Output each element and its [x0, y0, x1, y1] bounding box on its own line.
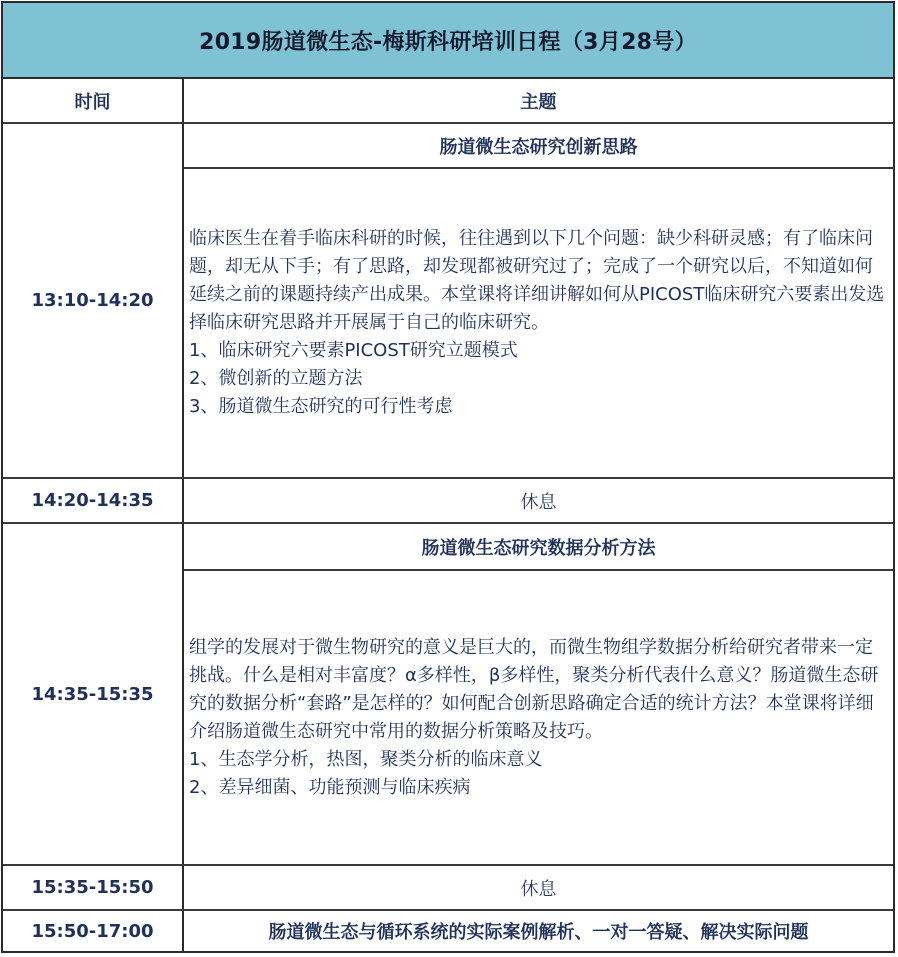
header-topic	[184, 79, 893, 122]
session-title: 肠道微生态研究创新思路	[184, 124, 893, 169]
point-item: 1、生态学分析，热图，聚类分析的临床意义	[189, 748, 543, 770]
session-time: 13:10-14:20	[3, 124, 184, 477]
break-label: 休息	[520, 878, 557, 900]
header-time-label: 时间	[74, 91, 111, 113]
session-description	[184, 571, 893, 864]
session-time: 14:20-14:35	[3, 479, 184, 522]
description-text: 临床医生在着手临床科研的时候，往往遇到以下几个问题：缺少科研灵感；有了临床问题，却无从下手；有了思路，却发现都被研究过了；完成了一个研究以后，不知道如何延续之前的课题持续产出成果。本堂课将详细讲解如何从PICOST临床研究六要素出发选择临床研究思路并开展属于自己的临床研究。	[189, 228, 885, 333]
header-time	[3, 79, 184, 122]
session-row-5	[3, 911, 893, 951]
schedule-table	[1, 1, 895, 953]
session-time: 14:35-15:35	[3, 524, 184, 864]
header-topic-label: 主题	[520, 91, 557, 113]
point-item: 1、临床研究六要素PICOST研究立题模式	[189, 340, 518, 361]
point-item: 3、肠道微生态研究的可行性考虑	[189, 396, 453, 417]
point-item: 2、微创新的立题方法	[189, 368, 363, 389]
session-title: 肠道微生态研究数据分析方法	[184, 524, 893, 571]
session-row-2	[3, 479, 893, 524]
description-text: 组学的发展对于微生物研究的意义是巨大的，而微生物组学数据分析给研究者带来一定挑战。什么是相对丰富度？α多样性，β多样性，聚类分析代表什么意义？肠道微生态研究的数据分析“套路”是怎样的？如何配合创新思路确定合适的统计方法？本堂课将详细介绍肠道微生态研究中常用的数据分析策略及技巧。	[189, 636, 879, 742]
session-row-1	[3, 124, 893, 479]
schedule-title: 2019肠道微生态-梅斯科研培训日程（3月28号）	[3, 3, 893, 79]
session-time: 15:35-15:50	[3, 866, 184, 909]
point-item: 2、差异细菌、功能预测与临床疾病	[189, 776, 471, 798]
session-row-4	[3, 866, 893, 911]
header-row	[3, 79, 893, 124]
break-label: 休息	[520, 491, 557, 513]
session-row-3	[3, 524, 893, 866]
session-time: 15:50-17:00	[3, 911, 184, 951]
session-topic: 肠道微生态与循环系统的实际案例解析、一对一答疑、解决实际问题	[268, 922, 809, 943]
session-description	[184, 169, 893, 477]
